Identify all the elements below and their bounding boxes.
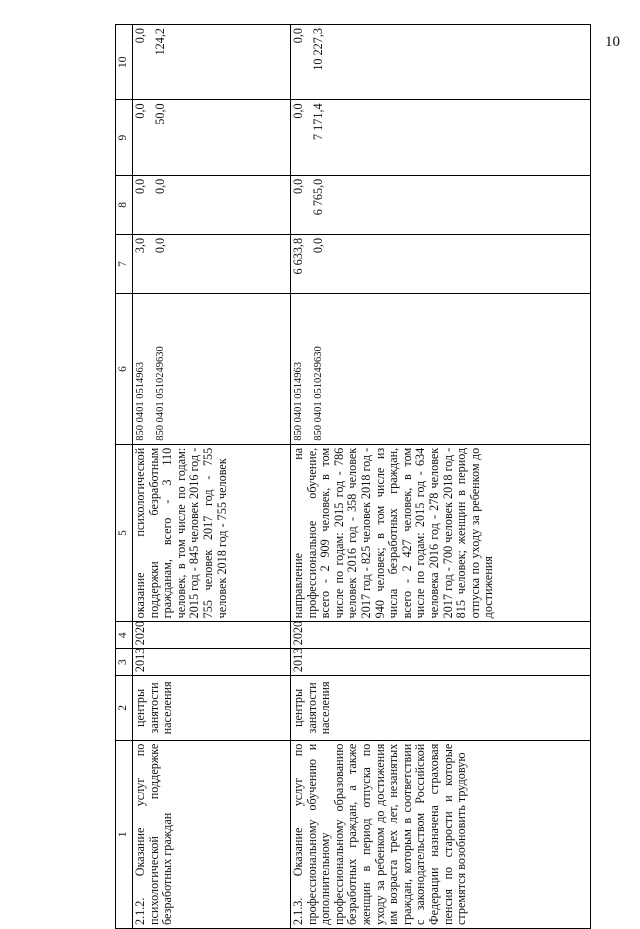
col-header-1: 1	[116, 740, 133, 928]
rotated-table	[115, 24, 595, 929]
row-col9-a: 0,0	[291, 103, 305, 119]
row-executor: центры занятости населения	[291, 676, 591, 741]
row-code-a: 850 0401 0514963	[293, 362, 304, 441]
row-col9-b: 7 171,4	[311, 103, 325, 140]
page-number: 10	[605, 34, 620, 50]
row-item-name: 2.1.2. Оказание услуг по психологической поддержке безработных граждан	[133, 740, 291, 928]
row-col7-a: 6 633,8	[291, 237, 305, 275]
row-col10-a: 0,0	[133, 28, 147, 44]
col-header-2: 2	[116, 676, 133, 741]
table-row	[291, 25, 591, 929]
row-col8-b: 0,0	[153, 178, 167, 194]
row-col8-a: 0,0	[133, 178, 147, 194]
program-table	[115, 24, 591, 929]
row-col10	[291, 25, 591, 100]
table-frame	[115, 24, 640, 925]
row-end-year: 2020	[291, 622, 591, 649]
col-header-9: 9	[116, 100, 133, 175]
row-col10-a: 0,0	[291, 28, 305, 44]
col-header-10: 10	[116, 25, 133, 100]
row-col8-a: 0,0	[291, 178, 305, 194]
row-col8	[133, 175, 291, 234]
row-code-b: 850 0401 0510249630	[155, 346, 166, 441]
row-col7-b: 0,0	[153, 237, 167, 254]
row-col7	[133, 234, 291, 293]
row-result: направление на профессиональное обучение, всего - 2 909 человек, в том числе по годам: 2015 год - 786 человек 2016 год - 358 человек 2017 год - 825 человек 2018 год - 940 человек; в том числе из числа безработных граждан, всего - 2 427 человек, в том числе по годам: 2015 год - 634 человека 2016 год - 278 человек 2017 год - 700 человек 2018 год - 815 человек; женщин в период отпуска по уходу за ребенком до достижения	[291, 444, 591, 622]
col-header-4: 4	[116, 622, 133, 649]
row-start-year: 2013	[133, 649, 291, 676]
row-col10-b: 124,2	[153, 28, 167, 56]
row-start-year: 2013	[291, 649, 591, 676]
row-code-a: 850 0401 0514963	[135, 362, 146, 441]
row-col7	[291, 234, 591, 293]
row-codes	[133, 294, 291, 445]
col-header-7: 7	[116, 234, 133, 293]
row-item-name: 2.1.3. Оказание услуг по профессиональному обучению и дополнительному профессиональному образованию безработных граждан, а также женщин в период отпуска по уходу за ребенком до достижения им возраста трех лет, незанятых граждан, которым в соответствии с законодательством Российской Федерации назначена страховая пенсия по старости и которые стремятся возобновить трудовую	[291, 740, 591, 928]
col-header-8: 8	[116, 175, 133, 234]
row-col9-a: 0,0	[133, 103, 147, 119]
row-col8-b: 6 765,0	[311, 178, 325, 216]
col-header-3: 3	[116, 649, 133, 676]
row-col8	[291, 175, 591, 234]
row-executor: центры занятости населения	[133, 676, 291, 741]
row-col9	[133, 100, 291, 175]
row-code-b: 850 0401 0510249630	[313, 346, 324, 441]
row-col7-b: 0,0	[311, 237, 325, 254]
table-row	[133, 25, 291, 929]
col-header-6: 6	[116, 294, 133, 445]
row-col9	[291, 100, 591, 175]
row-result: оказание психологической поддержки безработным гражданам, всего - 3 110 человек, в том числе по годам: 2015 год - 845 человек 2016 год - 755 человек 2017 год - 755 человек 2018 год - 755 человек	[133, 444, 291, 622]
row-col10	[133, 25, 291, 100]
col-header-5: 5	[116, 444, 133, 622]
row-col7-a: 3,0	[133, 237, 147, 254]
row-col10-b: 10 227,3	[311, 28, 325, 71]
row-col9-b: 50,0	[153, 103, 167, 125]
header-row	[116, 25, 133, 929]
row-end-year: 2020	[133, 622, 291, 649]
row-codes	[291, 294, 591, 445]
